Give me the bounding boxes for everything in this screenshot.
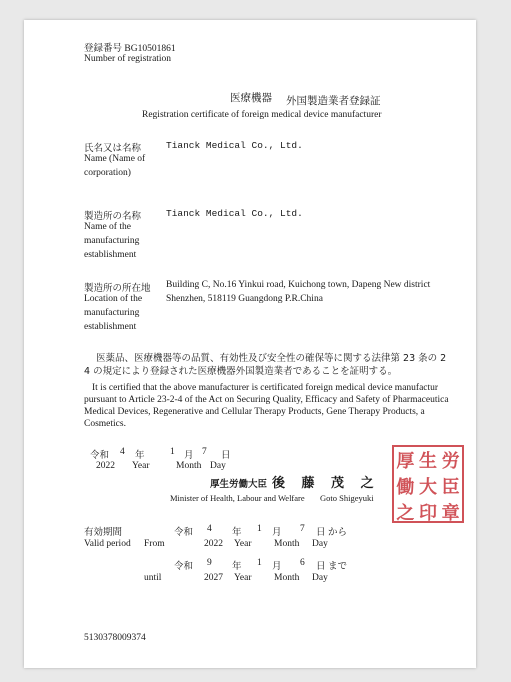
from-gatsu: 月 (272, 527, 282, 538)
location-label-en-3: establishment (84, 322, 137, 332)
minister-name-jp: 後 藤 茂 之 (272, 476, 380, 491)
issue-year-en: 2022 (96, 461, 115, 471)
seal-char: 之 (396, 503, 415, 524)
statement-jp-2: 4 の規定により登録された医療機器外国製造業者であることを証明する。 (84, 366, 398, 377)
title-jp-left: 医療機器 (230, 92, 272, 104)
statement-en-1: It is certified that the above manufacturer is certificated foreign medical device manufactur (92, 383, 439, 393)
name-label-en-1: Name (Name of (84, 154, 146, 164)
until-day: 6 (300, 558, 305, 568)
from-day-label: Day (312, 539, 328, 549)
from-month: 1 (257, 524, 262, 534)
statement-en-3: Medical Devices, Regenerative and Cellular Therapy Products, Gene Therapy Products, a (84, 407, 425, 417)
from-era: 令和 (174, 527, 194, 538)
from-day: 7 (300, 524, 305, 534)
facility-label-en-1: Name of the (84, 222, 131, 232)
registration-number-label: Number of registration (84, 54, 172, 64)
location-label-en-2: manufacturing (84, 308, 140, 318)
official-seal (392, 445, 464, 523)
until-nichi: 日 (316, 561, 326, 572)
seal-char: 章 (441, 503, 460, 524)
facility-label-en-2: manufacturing (84, 236, 140, 246)
statement-en-4: Cosmetics. (84, 419, 126, 429)
seal-char: 厚 (396, 451, 415, 472)
minister-title-jp: 厚生労働大臣 (210, 479, 268, 490)
registration-number: 登録番号 BG10501861 (84, 44, 176, 54)
until-suffix: まで (328, 561, 348, 572)
issue-nichi: 日 (221, 450, 231, 461)
location-label-jp: 製造所の所在地 (84, 283, 151, 294)
title-en: Registration certificate of foreign medical device manufacturer (142, 110, 382, 120)
serial-number: 5130378009374 (84, 633, 146, 643)
issue-day: 7 (202, 447, 207, 457)
seal-char: 労 (441, 451, 460, 472)
until-gatsu: 月 (272, 561, 282, 572)
from-nen: 年 (232, 527, 242, 538)
from-era-year: 4 (207, 524, 212, 534)
minister-name-en: Goto Shigeyuki (320, 493, 374, 503)
issue-day-label: Day (210, 461, 226, 471)
title-jp-right: 外国製造業者登録証 (286, 95, 381, 107)
validity-label-en: Valid period (84, 539, 131, 549)
until-era: 令和 (174, 561, 194, 572)
issue-era-year: 4 (120, 447, 125, 457)
seal-char: 印 (418, 503, 437, 524)
issue-gatsu: 月 (184, 450, 194, 461)
until-day-label: Day (312, 573, 328, 583)
location-value-1: Building C, No.16 Yinkui road, Kuichong town, Dapeng New district (166, 280, 431, 290)
until-month-label: Month (274, 573, 300, 583)
issue-year-label: Year (132, 461, 150, 471)
from-label: From (144, 539, 165, 549)
from-nichi: 日 (316, 527, 326, 538)
until-year-en: 2027 (204, 573, 223, 583)
seal-char: 大 (418, 477, 437, 498)
facility-value: Tianck Medical Co., Ltd. (166, 208, 303, 219)
location-value-2: Shenzhen, 518119 Guangdong P.R.China (166, 294, 323, 304)
facility-label-jp: 製造所の名称 (84, 211, 142, 222)
from-month-label: Month (274, 539, 300, 549)
facility-label-en-3: establishment (84, 250, 137, 260)
until-month: 1 (257, 558, 262, 568)
from-year-en: 2022 (204, 539, 223, 549)
minister-title-en: Minister of Health, Labour and Welfare (170, 493, 305, 503)
issue-month-label: Month (176, 461, 202, 471)
name-label-jp: 氏名又は名称 (84, 143, 142, 154)
until-label: until (144, 573, 162, 583)
until-nen: 年 (232, 561, 242, 572)
name-value: Tianck Medical Co., Ltd. (166, 140, 303, 151)
name-label-en-2: corporation) (84, 168, 131, 178)
certificate-page (24, 20, 476, 668)
issue-nen: 年 (135, 450, 145, 461)
statement-en-2: pursuant to Article 23-2-4 of the Act on Securing Quality, Efficacy and Safety of Pharmaceutica (84, 395, 449, 405)
seal-char: 臣 (441, 477, 460, 498)
statement-jp-1: 医薬品、医療機器等の品質、有効性及び安全性の確保等に関する法律第 23 条の 2 (96, 353, 447, 364)
location-label-en-1: Location of the (84, 294, 143, 304)
from-suffix: から (328, 527, 348, 538)
from-year-label: Year (234, 539, 252, 549)
issue-month: 1 (170, 447, 175, 457)
until-era-year: 9 (207, 558, 212, 568)
seal-char: 生 (418, 451, 437, 472)
validity-label-jp: 有効期間 (84, 527, 123, 538)
seal-char: 働 (396, 477, 415, 498)
issue-era: 令和 (90, 450, 110, 461)
until-year-label: Year (234, 573, 252, 583)
